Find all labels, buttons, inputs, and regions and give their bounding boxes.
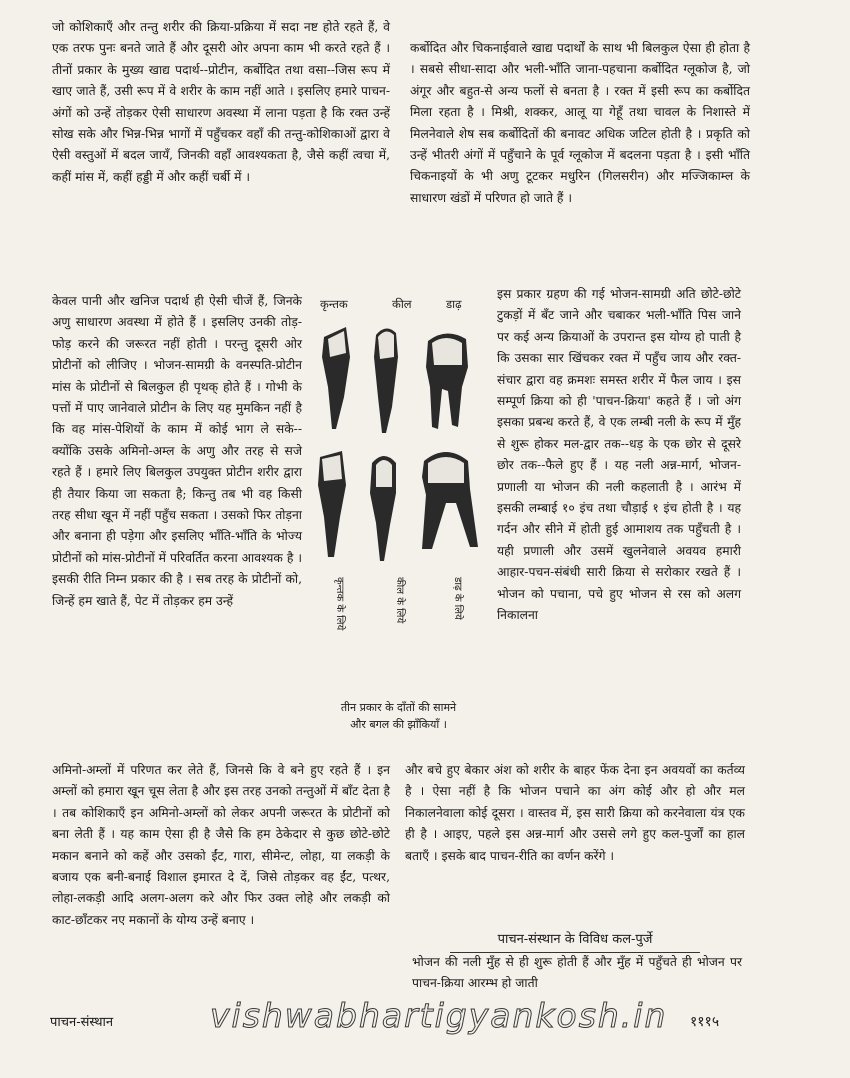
right-column-top-text [410, 38, 750, 209]
teeth-illustration [306, 317, 491, 587]
canine-side-image [370, 456, 396, 561]
paragraph: इस प्रकार ग्रहण की गई भोजन-सामग्री अति छोटे-छोटे टुकड़ों में बँट जाने और चबाकर भली-भाँति पिस जाने पर कई अन्य क्रियाओं के उपरान्त इस योग्य हो पाती है कि उसका सार खिंचकर रक्त में पहुँच जाय और रक्त-संचार द्वारा वह क्रमशः समस्त शरीर में फैल जाय । इस सम्पूर्ण क्रिया को ही 'पाचन-क्रिया' कहते हैं । जो अंग इसका प्रबन्ध करते हैं, वे एक लम्बी नली के रूप में मुँह से शुरू होकर मल-द्वार तक--धड़ के एक छोर से दूसरे छोर तक--फैले हुए हैं । यह नली अन्न-मार्ग, भोजन-प्रणाली या भोजन की नली कहलाती है । आरंभ में इसकी लम्बाई १० इंच तथा चौड़ाई १ इंच होती है । यह गर्दन और सीने में होती हुई आमाशय तक पहुँचती है । यही प्रणाली और उसमें खुलनेवाले अवयव हमारी आहार-पचन-संबंधी सारी क्रिया से सरोकार रखते हैं । भोजन को पचाना, पचे हुए भोजन से रस को अलग निकालना [497, 287, 741, 623]
paragraph: और बचे हुए बेकार अंश को शरीर के बाहर फेंक देना इन अवयवों का कर्तव्य है । ऐसा नहीं है कि भोजन पचाने का अंग कोई और हो और मल निकालनेवाला कोई दूसरा । वास्तव में, इस सारी क्रिया को करनेवाला यंत्र एक ही है । आइए, पहले इस अन्न-मार्ग और उससे लगे हुए कल-पुर्जों का हाल बताएँ । इसके बाद पाचन-रीति का वर्णन करेंगे । [405, 763, 745, 863]
label-molar: डाढ़ [446, 297, 462, 311]
bottom-left-text [52, 760, 390, 931]
left-column-top-text [52, 17, 390, 188]
vertical-caption-canine: कील के लिये [394, 577, 405, 624]
molar-front-image [426, 333, 468, 429]
vertical-caption-molar: डाढ़ के लिये [452, 577, 463, 620]
paragraph: भोजन की नली मुँह से ही शुरू होती हैं और मुँह में पहुँचते ही भोजन पर पाचन-क्रिया आरम्भ हो जाती [412, 955, 742, 991]
vertical-caption-incisor: कृन्तक के लिये [334, 577, 345, 631]
figure-labels [306, 295, 491, 315]
incisor-side-image [318, 451, 346, 557]
canine-front-image [374, 328, 398, 433]
figure-caption-line: तीन प्रकार के दाँतों की सामने [340, 701, 457, 714]
molar-side-image [422, 452, 478, 549]
paragraph: जो कोशिकाएँ और तन्तु शरीर की क्रिया-प्रक्रिया में सदा नष्ट होते रहते हैं, वे एक तरफ पुनः बनते जाते हैं और दूसरी ओर अपना काम भी करते रहते हैं । तीनों प्रकार के मुख्य खाद्य पदार्थ--प्रोटीन, कर्बोदित तथा वसा--जिस रूप में खाए जाते हैं, उसी रूप में वे शरीर के काम नहीं आते । इसलिए हमारे पाचन-अंगों को उन्हें तोड़कर ऐसी साधारण अवस्था में लाना पड़ता है कि रक्त उन्हें सोख सके और भिन्न-भिन्न भागों में पहुँचकर वहाँ की तन्तु-कोशिकाओं द्वारा वे ऐसी वस्तुओं में बदल जायँ, जिनकी वहाँ आवश्यकता है, जैसे कहीं त्वचा में, कहीं मांस में, कहीं हड्डी में और कहीं चर्बी में । [52, 20, 390, 184]
incisor-front-image [322, 327, 350, 429]
paragraph: केवल पानी और खनिज पदार्थ ही ऐसी चीजें हैं, जिनके अणु साधारण अवस्था में होते हैं । इसलिए उनकी तोड़-फोड़ करने की जरूरत नहीं होती । परन्तु दूसरी ओर प्रोटीनों को लीजिए । भोजन-सामग्री के वनस्पति-प्रोटीन मांस के प्रोटीनों से बिलकुल ही पृथक् होते हैं । गोभी के पत्तों में पाए जानेवाले प्रोटीन के लिए यह मुमकिन नहीं है कि वह मांस-पेशियों के काम में कोई भाग ले सके--क्योंकि उसके अमिनो-अम्ल के अणु और तरह से सजे रहते हैं । हमारे लिए बिलकुल उपयुक्त प्रोटीन शरीर द्वारा ही तैयार किया जा सकता है; किन्तु तब भी वह किसी तरह सीधा खून में नहीं पहुँच सकता । उसको फिर तोड़ना और बनाना ही पड़ेगा और इसलिए भाँति-भाँति के भोज्य प्रोटीनों को मांस-प्रोटीनों में परिवर्तित करना आवश्यक है । इसकी रीति निम्न प्रकार की है । सब तरह के प्रोटीनों को, जिन्हें हम खाते हैं, पेट में तोड़कर हम उन्हें [52, 294, 302, 608]
bottom-right-text [405, 760, 745, 867]
label-incisor: कृन्तक [320, 297, 348, 311]
figure-caption-line: और बगल की झाँकियाँ । [350, 718, 447, 731]
paragraph: अमिनो-अम्लों में परिणत कर लेते हैं, जिनसे कि वे बने हुए रहते हैं । इन अम्लों को हमारा खून चूस लेता है और इस तरह उनको तन्तुओं में बाँट देता है । तब कोशिकाएँ इन अमिनो-अम्लों को लेकर अपनी जरूरत के प्रोटीनों को बना लेती हैं । यह काम ऐसा ही है जैसे कि हम ठेकेदार से कुछ छोटे-छोटे मकान बनाने को कहें और उसको ईंट, गारा, सीमेन्ट, लोहा, या लकड़ी के बजाय एक बनी-बनाई विशाल इमारत दे दें, जिसे तोड़कर वह ईंट, पत्थर, लोहा-लकड़ी आदि अलग-अलग करे और फिर उक्त लोहे और लकड़ी को काट-छाँटकर नए मकानों के योग्य उन्हें बनाए । [52, 763, 390, 927]
paragraph: कर्बोदित और चिकनाईवाले खाद्य पदार्थों के साथ भी बिलकुल ऐसा ही होता है । सबसे सीधा-सादा और भली-भाँति जाना-पहचाना कर्बोदित ग्लूकोज है, जो अंगूर और बहुत-से अन्य फलों से बनता है । रक्त में इसी रूप का कर्बोदित मिला रहता है । मिश्री, शक्कर, आलू या गेहूँ तथा चावल के निशास्ते में मिलनेवाले शेष सब कर्बोदितों की बनावट अधिक जटिल होती है । प्रकृति को उन्हें भीतरी अंगों में पहुँचाने के पूर्व ग्लूकोज में बदलना पड़ता है । इसी भाँति चिकनाइयों के भी अणु टूटकर मधुरिन (गिलसरीन) और मज्जिकाम्ल के साधारण खंडों में परिणत हो जाते हैं । [410, 41, 750, 205]
label-canine: कील [392, 297, 412, 311]
figure-caption [306, 699, 491, 733]
after-heading-text [412, 952, 742, 995]
footer-section-title: पाचन-संस्थान [50, 1015, 114, 1030]
teeth-figure [306, 295, 491, 735]
page-number: १११५ [690, 1014, 720, 1030]
right-column-middle-text [497, 284, 741, 627]
section-heading: पाचन-संस्थान के विविध कल-पुर्जे [450, 930, 700, 953]
watermark: vishwabhartigyankosh.in [210, 996, 668, 1035]
left-column-middle-text [52, 291, 302, 612]
